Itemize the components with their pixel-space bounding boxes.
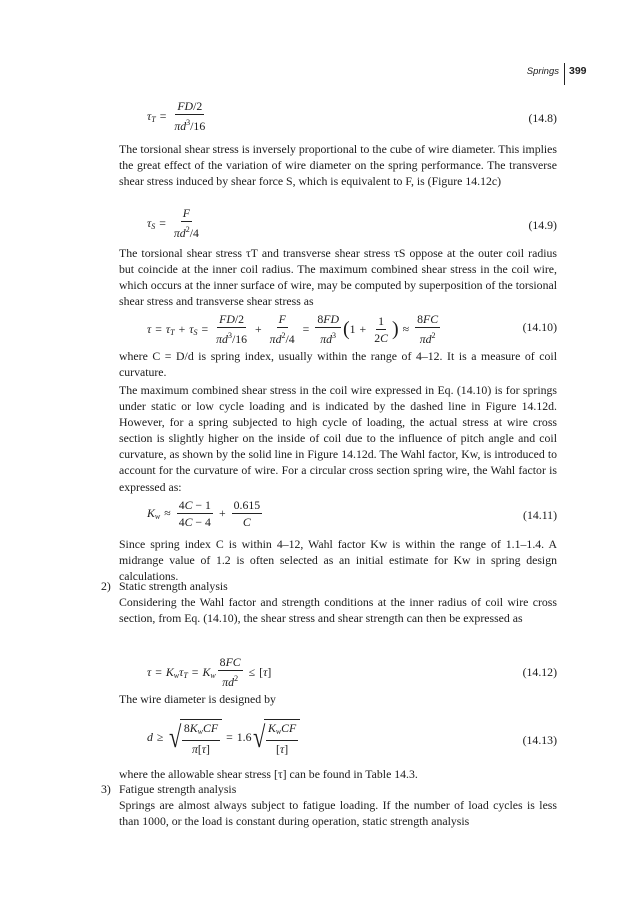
paragraph-2: The torsional shear stress τT and transverse shear stress τS oppose at the outer coil radius but coincide at the inner coil radius. The maximum combined shear stress in the coil wire, which occurs at the inner surface of wire, may be computed by superposition of the torsional shear stress and transverse shear stress as	[119, 246, 557, 309]
equation-number-14-10: (14.10)	[522, 320, 557, 334]
equation-number-14-11: (14.11)	[523, 508, 557, 522]
header-divider	[564, 63, 565, 85]
paragraph-9: Springs are almost always subject to fatigue loading. If the number of load cycles is less than 1000, or the load is constant during operation, static strength analysis	[119, 798, 557, 829]
list-item-2	[101, 578, 228, 594]
equation-14-9: $\tau_S$ = $\frac{F}{\pi d^2/4}$	[147, 206, 199, 240]
equation-number-14-13: (14.13)	[522, 733, 557, 747]
list-item-3-title: Fatigue strength analysis	[119, 782, 237, 796]
running-header	[0, 63, 627, 85]
running-title: Springs	[526, 66, 559, 77]
equation-14-12: τ = $K_w\tau_T$ = $K_w$ $\frac{8FC}{\pi d^2}$ ≤ [ τ ]	[147, 655, 272, 689]
equation-number-14-8: (14.8)	[528, 111, 557, 125]
equation-number-14-12: (14.12)	[522, 665, 557, 679]
paragraph-3: where C = D/d is spring index, usually within the range of 4–12. It is a measure of coil curvature.	[119, 349, 557, 380]
equation-14-11: $K_w$ ≈ $\frac{4C - 1}{4C - 4}$ + $\frac{0.615}{C}$	[147, 498, 261, 529]
paragraph-7: The wire diameter is designed by	[119, 692, 276, 706]
list-item-3	[101, 781, 236, 797]
equation-14-10: τ = $\tau_T$ + $\tau_S$ = $\frac{FD/2}{\pi d^3/16}$ + $\frac{F}{\pi d^2/4}$ = $\frac{8FD}{\pi d^3}$ ( 1 + $\frac{1}{2C}$ ) ≈ $\frac{8FC}{\pi d^2}$	[147, 312, 439, 346]
equation-14-13: d ≥ √ $\frac{8K_wCF}{\pi[\tau]}$ = 1.6 √ $\frac{K_wCF}{[\tau]}$	[147, 719, 300, 756]
paragraph-1: The torsional shear stress is inversely proportional to the cube of wire diameter. This implies the great effect of the variation of wire diameter on the spring performance. The transverse shear stress induced by shear force S, which is equivalent to F, is (Figure 14.12c)	[119, 142, 557, 189]
paragraph-4: The maximum combined shear stress in the coil wire expressed in Eq. (14.10) is for springs under static or low cycle loading and is indicated by the dashed line in Figure 14.12d. However, for a spring subjected to high cycle of loading, the actual stress at wire cross section is slightly higher on the inside of coil due to the influence of pitch angle and coil curvature, as shown by the solid line in Figure 14.12d. The Wahl factor, Kw, is introduced to account for the curvature of wire. For a circular cross section spring wire, the Wahl factor is expressed as:	[119, 383, 557, 494]
page-number: 399	[569, 65, 587, 77]
equation-14-8: $\tau_T$ = $\frac{FD/2}{\pi d^3/16}$	[147, 99, 206, 133]
list-item-2-title: Static strength analysis	[119, 579, 228, 593]
paragraph-5: Since spring index C is within 4–12, Wahl factor Kw is within the range of 1.1–1.4. A midrange value of 1.2 is often selected as an initial estimate for Kw in spring design calculations.	[119, 537, 557, 584]
list-item-2-number: 2)	[101, 579, 111, 593]
list-item-3-number: 3)	[101, 782, 111, 796]
paragraph-8: where the allowable shear stress [τ] can be found in Table 14.3.	[119, 767, 418, 781]
equation-number-14-9: (14.9)	[528, 218, 557, 232]
paragraph-6: Considering the Wahl factor and strength conditions at the inner radius of coil wire cross section, from Eq. (14.10), the shear stress and shear strength can then be expressed as	[119, 595, 557, 626]
